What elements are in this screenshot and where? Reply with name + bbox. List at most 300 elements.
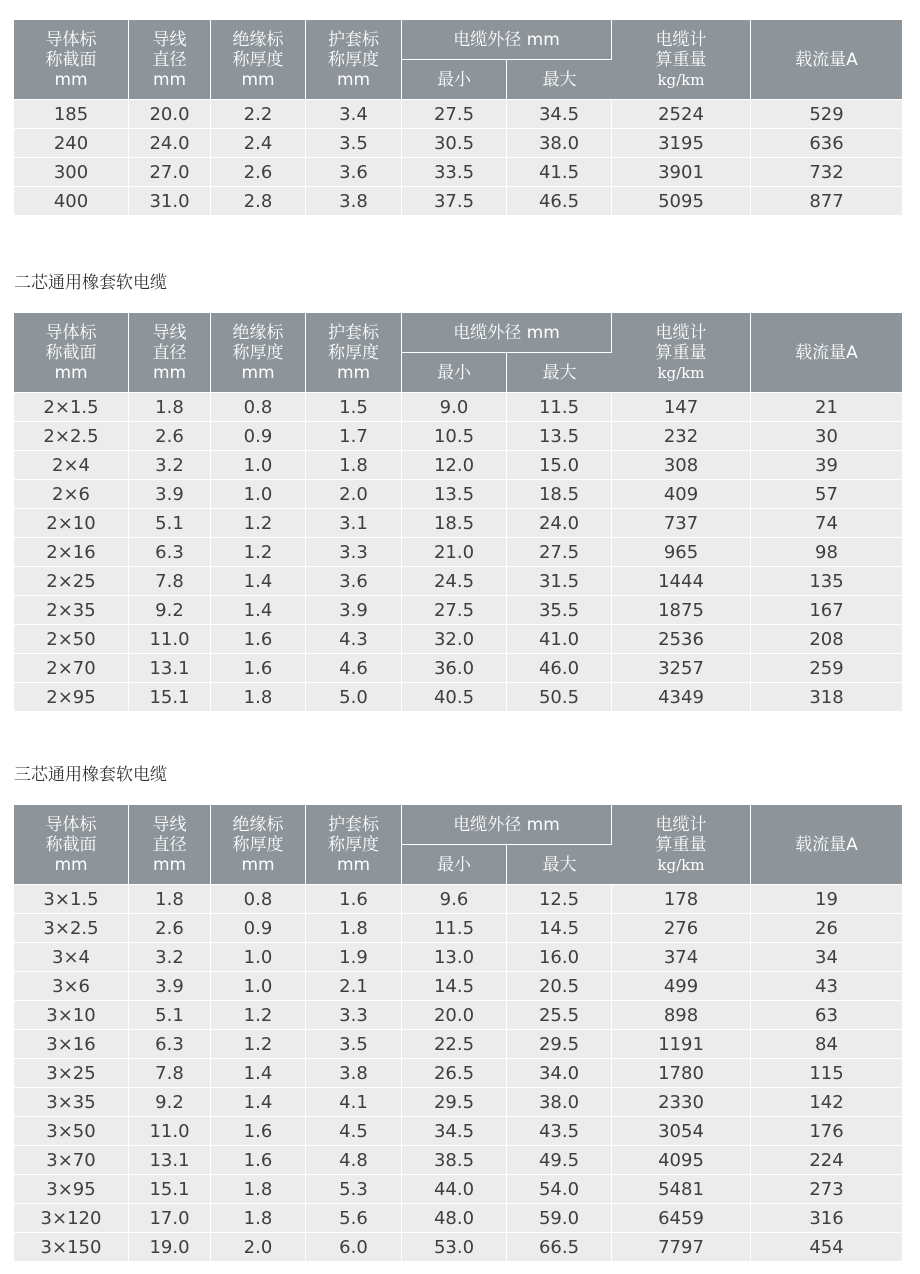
table-cell: 147 bbox=[612, 392, 751, 421]
table-row bbox=[14, 624, 902, 653]
table-cell: 3.5 bbox=[306, 1029, 402, 1058]
header-line: 绝缘标 bbox=[232, 814, 284, 835]
table-cell: 30 bbox=[751, 421, 902, 450]
table-cell: 20.5 bbox=[507, 971, 612, 1000]
table-cell: 2524 bbox=[612, 99, 751, 128]
table-cell: 3195 bbox=[612, 128, 751, 157]
table-cell: 44.0 bbox=[402, 1174, 507, 1203]
table-row bbox=[14, 1029, 902, 1058]
table-cell: 176 bbox=[751, 1116, 902, 1145]
table-cell: 13.0 bbox=[402, 942, 507, 971]
table-cell: 27.0 bbox=[129, 157, 211, 186]
header-line: 导线 bbox=[152, 322, 187, 343]
table-cell: 5.0 bbox=[306, 682, 402, 711]
header-line: mm bbox=[241, 69, 275, 90]
header-max: 最大 bbox=[507, 352, 612, 392]
table-cell: 14.5 bbox=[507, 913, 612, 942]
table-cell: 142 bbox=[751, 1087, 902, 1116]
table-cell: 0.9 bbox=[211, 421, 306, 450]
table-cell: 6459 bbox=[612, 1203, 751, 1232]
table-cell: 5.1 bbox=[129, 508, 211, 537]
header-outer-diameter: 电缆外径 mm bbox=[402, 313, 612, 352]
table-cell: 20.0 bbox=[129, 99, 211, 128]
table-cell: 2×25 bbox=[14, 566, 129, 595]
table-cell: 1875 bbox=[612, 595, 751, 624]
table-cell: 26.5 bbox=[402, 1058, 507, 1087]
table-cell: 37.5 bbox=[402, 186, 507, 215]
table-cell: 2×6 bbox=[14, 479, 129, 508]
header-line: 称厚度 bbox=[232, 834, 284, 855]
table-cell: 3×4 bbox=[14, 942, 129, 971]
table-cell: 9.6 bbox=[402, 884, 507, 913]
header-current-capacity: 载流量A bbox=[751, 20, 902, 99]
table-cell: 21.0 bbox=[402, 537, 507, 566]
table-cell: 57 bbox=[751, 479, 902, 508]
three-core-caption: 三芯通用橡套软电缆 bbox=[14, 765, 167, 785]
table-cell: 3×16 bbox=[14, 1029, 129, 1058]
header-line: 导体标 bbox=[45, 29, 97, 50]
table-cell: 1.2 bbox=[211, 1000, 306, 1029]
table-cell: 877 bbox=[751, 186, 902, 215]
table-cell: 3.5 bbox=[306, 128, 402, 157]
table-cell: 30.5 bbox=[402, 128, 507, 157]
table-cell: 3.6 bbox=[306, 566, 402, 595]
header-line: 导线 bbox=[152, 814, 187, 835]
table-cell: 2×10 bbox=[14, 508, 129, 537]
table-cell: 115 bbox=[751, 1058, 902, 1087]
table-cell: 84 bbox=[751, 1029, 902, 1058]
table-cell: 4.5 bbox=[306, 1116, 402, 1145]
table-cell: 49.5 bbox=[507, 1145, 612, 1174]
table-cell: 18.5 bbox=[402, 508, 507, 537]
header-line: mm bbox=[54, 69, 88, 90]
table-cell: 2.2 bbox=[211, 99, 306, 128]
table-cell: 7.8 bbox=[129, 1058, 211, 1087]
header-line: 算重量 bbox=[655, 834, 707, 855]
table-cell: 41.0 bbox=[507, 624, 612, 653]
table-cell: 3.3 bbox=[306, 537, 402, 566]
header-weight bbox=[612, 805, 751, 884]
table-cell: 4095 bbox=[612, 1145, 751, 1174]
cable-table-2 bbox=[14, 313, 902, 711]
header-sheath-thickness bbox=[306, 313, 402, 392]
table-cell: 1.2 bbox=[211, 1029, 306, 1058]
table-cell: 15.0 bbox=[507, 450, 612, 479]
table-cell: 732 bbox=[751, 157, 902, 186]
table-cell: 308 bbox=[612, 450, 751, 479]
header-line: 称截面 bbox=[45, 342, 97, 363]
table-cell: 17.0 bbox=[129, 1203, 211, 1232]
table-cell: 3.6 bbox=[306, 157, 402, 186]
table-cell: 25.5 bbox=[507, 1000, 612, 1029]
table-cell: 13.5 bbox=[507, 421, 612, 450]
table-cell: 24.0 bbox=[507, 508, 612, 537]
header-line: 称厚度 bbox=[328, 342, 379, 363]
table-cell: 29.5 bbox=[507, 1029, 612, 1058]
table-cell: 3.9 bbox=[129, 971, 211, 1000]
table-cell: 3×6 bbox=[14, 971, 129, 1000]
table-row bbox=[14, 392, 902, 421]
table-row bbox=[14, 1116, 902, 1145]
table-cell: 9.2 bbox=[129, 1087, 211, 1116]
table-cell: 135 bbox=[751, 566, 902, 595]
table-cell: 1.6 bbox=[211, 653, 306, 682]
table-cell: 2×4 bbox=[14, 450, 129, 479]
table-cell: 2.8 bbox=[211, 186, 306, 215]
table-cell: 1.4 bbox=[211, 1058, 306, 1087]
table-cell: 54.0 bbox=[507, 1174, 612, 1203]
table-cell: 1.4 bbox=[211, 595, 306, 624]
table-cell: 4.8 bbox=[306, 1145, 402, 1174]
table-cell: 3×35 bbox=[14, 1087, 129, 1116]
table-cell: 63 bbox=[751, 1000, 902, 1029]
table-row bbox=[14, 450, 902, 479]
table-cell: 15.1 bbox=[129, 682, 211, 711]
spec-table bbox=[14, 313, 902, 711]
table-cell: 208 bbox=[751, 624, 902, 653]
table-cell: 35.5 bbox=[507, 595, 612, 624]
table-cell: 1.8 bbox=[306, 450, 402, 479]
table-cell: 3×1.5 bbox=[14, 884, 129, 913]
table-cell: 273 bbox=[751, 1174, 902, 1203]
table-row bbox=[14, 537, 902, 566]
header-outer-diameter: 电缆外径 mm bbox=[402, 20, 612, 59]
table-row bbox=[14, 566, 902, 595]
table-cell: 19 bbox=[751, 884, 902, 913]
table-cell: 7.8 bbox=[129, 566, 211, 595]
header-max: 最大 bbox=[507, 59, 612, 99]
header-line: mm bbox=[336, 69, 371, 90]
table-cell: 1.5 bbox=[306, 392, 402, 421]
table-cell: 43.5 bbox=[507, 1116, 612, 1145]
table-cell: 1191 bbox=[612, 1029, 751, 1058]
table-cell: 11.0 bbox=[129, 624, 211, 653]
table-cell: 27.5 bbox=[507, 537, 612, 566]
table-cell: 1.9 bbox=[306, 942, 402, 971]
header-line: mm bbox=[241, 362, 275, 383]
table-cell: 3×120 bbox=[14, 1203, 129, 1232]
header-line: mm bbox=[241, 854, 275, 875]
header-line: 直径 bbox=[152, 49, 187, 70]
table-cell: 499 bbox=[612, 971, 751, 1000]
header-line: 导线 bbox=[152, 29, 187, 50]
table-cell: 27.5 bbox=[402, 99, 507, 128]
table-cell: 1.4 bbox=[211, 566, 306, 595]
table-row bbox=[14, 128, 902, 157]
table-cell: 98 bbox=[751, 537, 902, 566]
table-row bbox=[14, 1000, 902, 1029]
header-min: 最小 bbox=[402, 352, 507, 392]
table-cell: 31.0 bbox=[129, 186, 211, 215]
table-cell: 2×50 bbox=[14, 624, 129, 653]
header-line: 称截面 bbox=[45, 49, 97, 70]
table-cell: 3257 bbox=[612, 653, 751, 682]
table-cell: 2.0 bbox=[211, 1232, 306, 1261]
table-cell: 224 bbox=[751, 1145, 902, 1174]
header-line: 导体标 bbox=[45, 814, 97, 835]
table-cell: 7797 bbox=[612, 1232, 751, 1261]
table-cell: 240 bbox=[14, 128, 129, 157]
table-cell: 38.0 bbox=[507, 128, 612, 157]
table-cell: 39 bbox=[751, 450, 902, 479]
header-line: 直径 bbox=[152, 834, 187, 855]
table-cell: 2330 bbox=[612, 1087, 751, 1116]
table-cell: 1.0 bbox=[211, 942, 306, 971]
table-cell: 1.8 bbox=[129, 884, 211, 913]
table-cell: 3.1 bbox=[306, 508, 402, 537]
table-cell: 66.5 bbox=[507, 1232, 612, 1261]
header-line: 直径 bbox=[152, 342, 187, 363]
table-cell: 2×2.5 bbox=[14, 421, 129, 450]
header-line: 称厚度 bbox=[328, 834, 379, 855]
table-cell: 1.0 bbox=[211, 971, 306, 1000]
header-conductor-area bbox=[14, 20, 129, 99]
table-cell: 3.9 bbox=[306, 595, 402, 624]
table-cell: 232 bbox=[612, 421, 751, 450]
table-cell: 1.0 bbox=[211, 450, 306, 479]
table-cell: 19.0 bbox=[129, 1232, 211, 1261]
two-core-caption: 二芯通用橡套软电缆 bbox=[14, 273, 167, 293]
table-row bbox=[14, 421, 902, 450]
table-cell: 4.1 bbox=[306, 1087, 402, 1116]
table-cell: 2×16 bbox=[14, 537, 129, 566]
header-weight bbox=[612, 20, 751, 99]
table-cell: 1.8 bbox=[306, 913, 402, 942]
table-cell: 1.8 bbox=[211, 682, 306, 711]
header-current-capacity: 载流量A bbox=[751, 805, 902, 884]
table-cell: 3.2 bbox=[129, 942, 211, 971]
header-line: 电缆计 bbox=[655, 322, 707, 343]
table-cell: 6.0 bbox=[306, 1232, 402, 1261]
table-cell: 59.0 bbox=[507, 1203, 612, 1232]
header-line: 绝缘标 bbox=[232, 322, 284, 343]
header-line: 护套标 bbox=[328, 29, 379, 50]
table-cell: 1.6 bbox=[211, 1145, 306, 1174]
table-cell: 400 bbox=[14, 186, 129, 215]
table-cell: 318 bbox=[751, 682, 902, 711]
cable-table-1 bbox=[14, 20, 902, 215]
table-cell: 3.8 bbox=[306, 1058, 402, 1087]
table-cell: 50.5 bbox=[507, 682, 612, 711]
table-cell: 3.4 bbox=[306, 99, 402, 128]
table-cell: 409 bbox=[612, 479, 751, 508]
table-row bbox=[14, 1232, 902, 1261]
table-cell: 21 bbox=[751, 392, 902, 421]
table-cell: 13.1 bbox=[129, 1145, 211, 1174]
table-cell: 16.0 bbox=[507, 942, 612, 971]
table-cell: 2×1.5 bbox=[14, 392, 129, 421]
table-row bbox=[14, 479, 902, 508]
table-row bbox=[14, 1203, 902, 1232]
table-cell: 3×95 bbox=[14, 1174, 129, 1203]
table-cell: 2×95 bbox=[14, 682, 129, 711]
table-cell: 300 bbox=[14, 157, 129, 186]
table-cell: 0.8 bbox=[211, 884, 306, 913]
table-cell: 6.3 bbox=[129, 1029, 211, 1058]
spec-table bbox=[14, 20, 902, 215]
table-cell: 46.5 bbox=[507, 186, 612, 215]
header-line: 绝缘标 bbox=[232, 29, 284, 50]
table-cell: 38.5 bbox=[402, 1145, 507, 1174]
table-cell: 1.6 bbox=[211, 1116, 306, 1145]
table-cell: 34.5 bbox=[507, 99, 612, 128]
table-cell: 965 bbox=[612, 537, 751, 566]
table-cell: 24.0 bbox=[129, 128, 211, 157]
table-cell: 1444 bbox=[612, 566, 751, 595]
table-cell: 1.6 bbox=[211, 624, 306, 653]
cable-table-3 bbox=[14, 805, 902, 1261]
table-cell: 276 bbox=[612, 913, 751, 942]
table-cell: 13.5 bbox=[402, 479, 507, 508]
header-wire-diameter bbox=[129, 20, 211, 99]
table-cell: 2×35 bbox=[14, 595, 129, 624]
header-line: 护套标 bbox=[328, 322, 379, 343]
header-line: kg/km bbox=[657, 855, 705, 874]
table-cell: 4.6 bbox=[306, 653, 402, 682]
table-cell: 40.5 bbox=[402, 682, 507, 711]
table-cell: 2536 bbox=[612, 624, 751, 653]
table-cell: 454 bbox=[751, 1232, 902, 1261]
table-cell: 167 bbox=[751, 595, 902, 624]
table-row bbox=[14, 508, 902, 537]
table-cell: 1.2 bbox=[211, 537, 306, 566]
table-cell: 1.6 bbox=[306, 884, 402, 913]
table-cell: 34 bbox=[751, 942, 902, 971]
table-cell: 4.3 bbox=[306, 624, 402, 653]
table-row bbox=[14, 653, 902, 682]
table-row bbox=[14, 186, 902, 215]
header-insulation-thickness bbox=[211, 805, 306, 884]
spec-table bbox=[14, 805, 902, 1261]
table-cell: 3.8 bbox=[306, 186, 402, 215]
header-min: 最小 bbox=[402, 844, 507, 884]
table-cell: 3.2 bbox=[129, 450, 211, 479]
table-cell: 259 bbox=[751, 653, 902, 682]
table-cell: 24.5 bbox=[402, 566, 507, 595]
table-cell: 3×70 bbox=[14, 1145, 129, 1174]
header-insulation-thickness bbox=[211, 313, 306, 392]
table-cell: 0.8 bbox=[211, 392, 306, 421]
table-cell: 3.9 bbox=[129, 479, 211, 508]
header-line: 电缆计 bbox=[655, 814, 707, 835]
table-cell: 3054 bbox=[612, 1116, 751, 1145]
header-wire-diameter bbox=[129, 805, 211, 884]
table-cell: 14.5 bbox=[402, 971, 507, 1000]
table-cell: 20.0 bbox=[402, 1000, 507, 1029]
table-cell: 36.0 bbox=[402, 653, 507, 682]
table-cell: 12.5 bbox=[507, 884, 612, 913]
table-cell: 1.2 bbox=[211, 508, 306, 537]
table-cell: 5095 bbox=[612, 186, 751, 215]
table-cell: 11.0 bbox=[129, 1116, 211, 1145]
table-cell: 2.0 bbox=[306, 479, 402, 508]
table-cell: 2.1 bbox=[306, 971, 402, 1000]
table-cell: 3×2.5 bbox=[14, 913, 129, 942]
table-cell: 27.5 bbox=[402, 595, 507, 624]
header-sheath-thickness bbox=[306, 20, 402, 99]
table-cell: 15.1 bbox=[129, 1174, 211, 1203]
table-row bbox=[14, 595, 902, 624]
header-line: 电缆计 bbox=[655, 29, 707, 50]
table-cell: 10.5 bbox=[402, 421, 507, 450]
header-line: 称厚度 bbox=[232, 49, 284, 70]
table-cell: 34.5 bbox=[402, 1116, 507, 1145]
table-cell: 34.0 bbox=[507, 1058, 612, 1087]
table-cell: 31.5 bbox=[507, 566, 612, 595]
table-cell: 6.3 bbox=[129, 537, 211, 566]
table-cell: 178 bbox=[612, 884, 751, 913]
table-cell: 3901 bbox=[612, 157, 751, 186]
header-line: mm bbox=[336, 854, 371, 875]
table-row bbox=[14, 1058, 902, 1087]
table-row bbox=[14, 99, 902, 128]
table-cell: 1.8 bbox=[211, 1174, 306, 1203]
header-weight bbox=[612, 313, 751, 392]
header-line: kg/km bbox=[657, 70, 705, 89]
header-line: mm bbox=[54, 854, 88, 875]
table-cell: 3×10 bbox=[14, 1000, 129, 1029]
table-cell: 29.5 bbox=[402, 1087, 507, 1116]
table-cell: 737 bbox=[612, 508, 751, 537]
table-row bbox=[14, 1087, 902, 1116]
table-cell: 9.0 bbox=[402, 392, 507, 421]
header-line: 算重量 bbox=[655, 49, 707, 70]
header-outer-diameter: 电缆外径 mm bbox=[402, 805, 612, 844]
header-line: 称厚度 bbox=[328, 49, 379, 70]
table-cell: 1.8 bbox=[211, 1203, 306, 1232]
table-cell: 32.0 bbox=[402, 624, 507, 653]
table-cell: 22.5 bbox=[402, 1029, 507, 1058]
header-line: mm bbox=[54, 362, 88, 383]
header-line: 称截面 bbox=[45, 834, 97, 855]
table-cell: 2.6 bbox=[211, 157, 306, 186]
table-cell: 5.6 bbox=[306, 1203, 402, 1232]
header-current-capacity: 载流量A bbox=[751, 313, 902, 392]
header-line: 导体标 bbox=[45, 322, 97, 343]
header-line: 算重量 bbox=[655, 342, 707, 363]
header-line: mm bbox=[152, 854, 187, 875]
table-cell: 2.6 bbox=[129, 421, 211, 450]
table-cell: 2.4 bbox=[211, 128, 306, 157]
table-cell: 2.6 bbox=[129, 913, 211, 942]
header-conductor-area bbox=[14, 313, 129, 392]
table-row bbox=[14, 157, 902, 186]
table-cell: 13.1 bbox=[129, 653, 211, 682]
header-conductor-area bbox=[14, 805, 129, 884]
table-cell: 1.0 bbox=[211, 479, 306, 508]
table-cell: 5481 bbox=[612, 1174, 751, 1203]
table-cell: 1780 bbox=[612, 1058, 751, 1087]
table-cell: 38.0 bbox=[507, 1087, 612, 1116]
header-insulation-thickness bbox=[211, 20, 306, 99]
table-row bbox=[14, 971, 902, 1000]
table-cell: 0.9 bbox=[211, 913, 306, 942]
table-cell: 11.5 bbox=[402, 913, 507, 942]
table-cell: 1.7 bbox=[306, 421, 402, 450]
table-cell: 529 bbox=[751, 99, 902, 128]
table-row bbox=[14, 1145, 902, 1174]
header-line: 护套标 bbox=[328, 814, 379, 835]
table-cell: 898 bbox=[612, 1000, 751, 1029]
header-wire-diameter bbox=[129, 313, 211, 392]
table-row bbox=[14, 913, 902, 942]
table-cell: 33.5 bbox=[402, 157, 507, 186]
table-cell: 3.3 bbox=[306, 1000, 402, 1029]
header-max: 最大 bbox=[507, 844, 612, 884]
table-cell: 4349 bbox=[612, 682, 751, 711]
table-cell: 9.2 bbox=[129, 595, 211, 624]
table-cell: 46.0 bbox=[507, 653, 612, 682]
